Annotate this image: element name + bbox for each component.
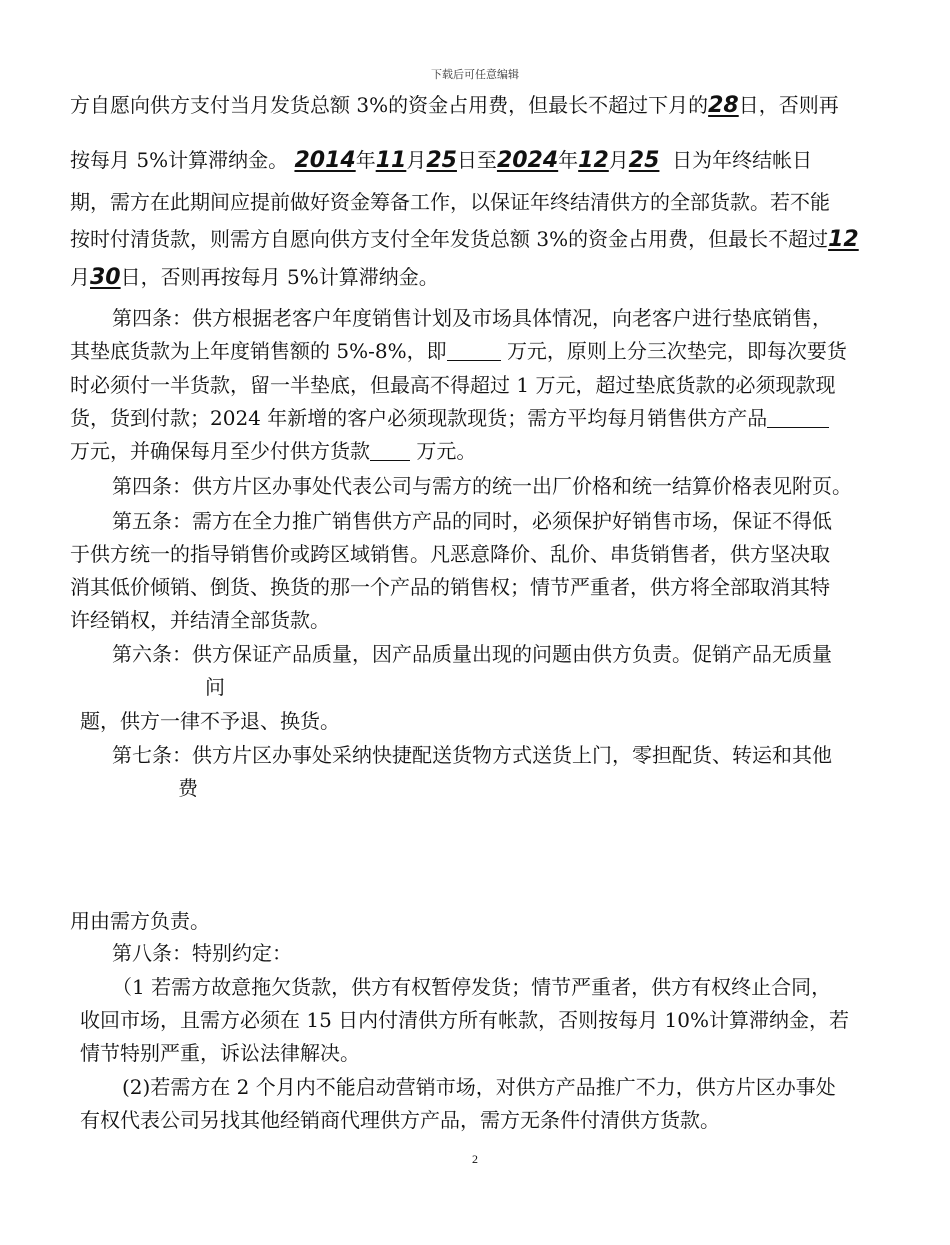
blank-line: [447, 342, 501, 361]
handwritten-day-start: 25: [426, 148, 457, 173]
page-number: 2: [472, 1152, 478, 1166]
article-5-line: 许经销权，并结清全部货款。: [70, 608, 330, 632]
header-note: 下载后可任意编辑: [431, 69, 519, 81]
article-4-line: 第四条：供方根据老客户年度销售计划及市场具体情况，向老客户进行垫底销售，: [112, 306, 832, 330]
article-8-title: 第八条：特别约定：: [112, 941, 292, 965]
article-7-line: 费: [178, 776, 198, 800]
body-line: [70, 226, 859, 253]
text-run: 年: [558, 148, 579, 172]
text-run: 日至: [456, 148, 497, 172]
handwritten-day: 30: [90, 265, 121, 290]
handwritten-month-start: 11: [375, 148, 407, 173]
article-8-line: 有权代表公司另找其他经销商代理供方产品，需方无条件付清供方货款。: [80, 1108, 720, 1132]
handwritten-day: 28: [708, 93, 739, 118]
text-run: 月: [70, 265, 90, 289]
article-4-line: [70, 338, 847, 364]
text-run: 日为年终结帐日: [672, 148, 813, 172]
article-5-line: 于供方统一的指导销售价或跨区域销售。凡恶意降价、乱价、串货销售者，供方坚决取: [70, 542, 830, 566]
handwritten-month: 12: [828, 227, 859, 252]
article-4b-line: 第四条：供方片区办事处代表公司与需方的统一出厂价格和统一结算价格表见附页。: [112, 474, 852, 498]
article-7-line: 用由需方负责。: [70, 909, 210, 933]
text-run: 年: [355, 148, 376, 172]
handwritten-month-end: 12: [578, 148, 609, 173]
article-5-line: 消其低价倾销、倒货、换货的那一个产品的销售权；情节严重者，供方将全部取消其特: [70, 575, 830, 599]
text-run: 日，否则再: [738, 93, 839, 117]
text-run: 月: [406, 148, 427, 172]
article-4-line: [70, 405, 829, 431]
body-line: [70, 147, 812, 174]
article-4-line: 时必须付一半货款，留一半垫底，但最高不得超过 1 万元，超过垫底货款的必须现款现: [70, 373, 836, 397]
text-run: 日，否则再按每月 5%计算滞纳金。: [120, 265, 439, 289]
text-run: 方自愿向供方支付当月发货总额 3%的资金占用费，但最长不超过下月的: [70, 93, 709, 117]
text-run: 万元。: [416, 439, 477, 463]
article-5-line: 第五条：需方在全力推广销售供方产品的同时，必须保护好销售市场，保证不得低: [112, 509, 832, 533]
body-line: 期，需方在此期间应提前做好资金筹备工作，以保证年终结清供方的全部货款。若不能: [70, 190, 830, 214]
article-8-line: 收回市场，且需方必须在 15 日内付清供方所有帐款，否则按每月 10%计算滞纳金，若: [80, 1008, 849, 1032]
text-run: 按时付清货款，则需方自愿向供方支付全年发货总额 3%的资金占用费，但最长不超过: [70, 227, 829, 251]
blank-line: [370, 442, 410, 461]
text-run: 月: [608, 148, 629, 172]
article-8-line: （1 若需方故意拖欠货款，供方有权暂停发货；情节严重者，供方有权终止合同，: [112, 975, 832, 999]
handwritten-year-start: 2014: [294, 148, 356, 173]
text-run: 按每月 5%计算滞纳金。: [70, 148, 289, 172]
article-6-line: 第六条：供方保证产品质量，因产品质量出现的问题由供方负责。促销产品无质量: [112, 642, 832, 666]
handwritten-day-end: 25: [628, 148, 660, 173]
article-6-line: 问: [205, 675, 225, 699]
article-8-line: (2)若需方在 2 个月内不能启动营销市场，对供方产品推广不力，供方片区办事处: [122, 1075, 836, 1099]
text-run: 其垫底货款为上年度销售额的 5%-8%，即: [70, 339, 447, 363]
article-8-line: 情节特别严重，诉讼法律解决。: [80, 1041, 360, 1065]
text-run: 万元，原则上分三次垫完，即每次要货: [506, 339, 847, 363]
article-4-line: [70, 438, 476, 464]
article-7-line: 第七条：供方片区办事处采纳快捷配送货物方式送货上门，零担配货、转运和其他: [112, 743, 832, 767]
blank-line: [767, 409, 829, 428]
text-run: 万元，并确保每月至少付供方货款: [70, 439, 370, 463]
body-line: [70, 92, 839, 119]
text-run: 货，货到付款；2024 年新增的客户必须现款现货；需方平均每月销售供方产品: [70, 406, 768, 430]
handwritten-year-end: 2024: [496, 148, 559, 173]
body-line: [70, 264, 439, 291]
article-6-line: 题，供方一律不予退、换货。: [80, 709, 340, 733]
